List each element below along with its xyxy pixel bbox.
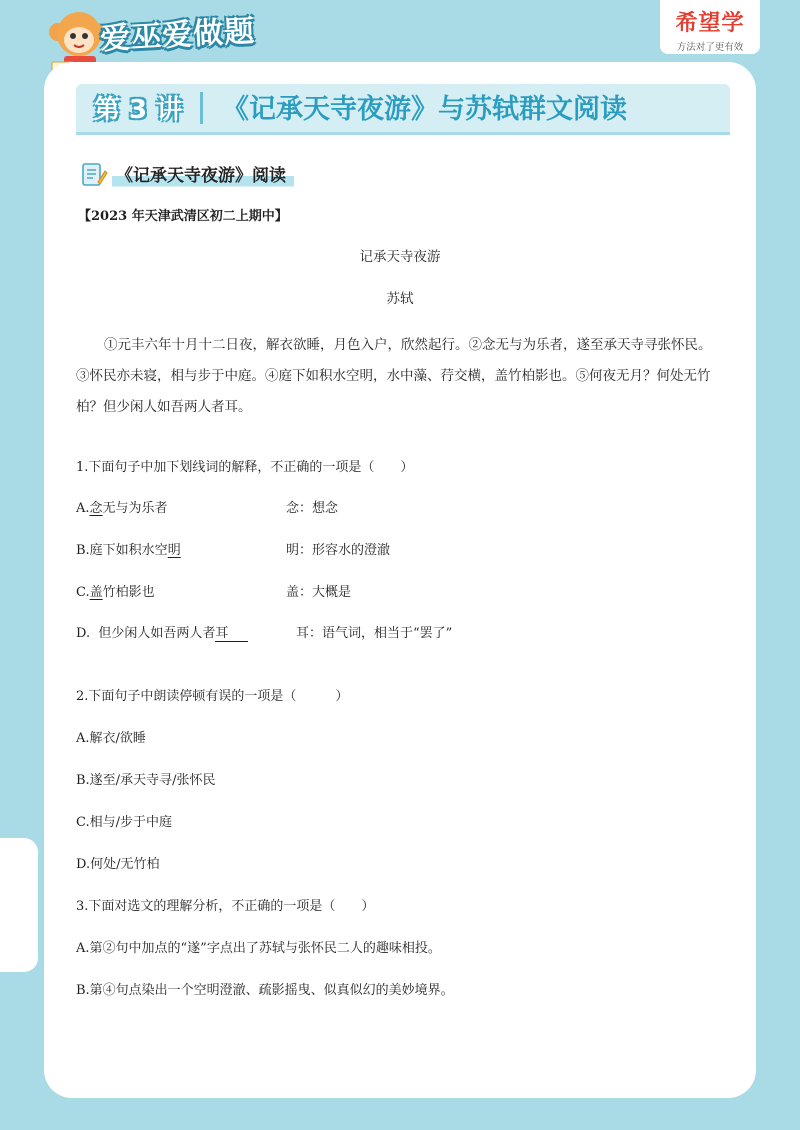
- option-prefix: A.: [76, 501, 90, 516]
- notebook-pencil-icon: [80, 160, 108, 188]
- q1-option-d[interactable]: [76, 622, 248, 642]
- underlined-word: 念: [89, 501, 103, 516]
- brand-logo: [660, 0, 760, 54]
- underlined-word: 盖: [89, 585, 103, 600]
- option-prefix: B.庭下如积水空: [76, 543, 168, 558]
- text-author: 苏轼: [386, 291, 414, 307]
- q1-option-c-gloss: 盖：大概是: [286, 585, 352, 600]
- q1-option-d-gloss: 耳：语气词，相当于“罢了”: [296, 626, 453, 641]
- lesson-divider: [200, 92, 203, 124]
- q1-option-a[interactable]: [76, 497, 168, 516]
- underlined-word: 耳: [215, 626, 248, 642]
- q3-option-b[interactable]: B.第④句点染出一个空明澄澈、疏影摇曳、似真似幻的美妙境界。: [76, 983, 454, 998]
- brand-title: 爱巫爱做题: [99, 13, 256, 58]
- q1-option-b-gloss: 明：形容水的澄澈: [286, 543, 391, 558]
- logo-slogan: 方法对了更有效: [676, 42, 744, 53]
- question-1-stem: 1.下面句子中加下划线词的解释，不正确的一项是（ ）: [76, 460, 414, 475]
- option-suffix: 无与为乐者: [102, 501, 168, 516]
- option-prefix: C.: [76, 585, 90, 600]
- q3-option-a[interactable]: A.第②句中加点的“遂”字点出了苏轼与张怀民二人的趣味相投。: [76, 941, 441, 956]
- logo-main-text: 希望学: [675, 11, 745, 36]
- q1-option-b[interactable]: [76, 539, 181, 558]
- q1-option-c[interactable]: [76, 581, 155, 600]
- underlined-word: 明: [167, 543, 181, 558]
- option-prefix: D. 但少闲人如吾两人者: [76, 626, 216, 641]
- option-suffix: 竹柏影也: [102, 585, 155, 600]
- q2-option-c[interactable]: C.相与/步于中庭: [76, 815, 172, 830]
- question-3-stem: 3.下面对选文的理解分析，不正确的一项是（ ）: [76, 899, 375, 914]
- section-title: 《记承天寺夜游》阅读: [112, 161, 294, 188]
- lesson-title: 《记承天寺夜游》与苏轼群文阅读: [222, 94, 627, 125]
- q2-option-d[interactable]: D.何处/无竹柏: [76, 857, 160, 872]
- text-title: 记承天寺夜游: [359, 249, 441, 265]
- q1-option-a-gloss: 念：想念: [286, 501, 339, 516]
- side-tab: [0, 838, 38, 972]
- question-2-stem: 2.下面句子中朗读停顿有误的一项是（ ）: [76, 689, 349, 704]
- passage: ①元丰六年十月十二日夜，解衣欲睡，月色入户，欣然起行。②念无与为乐者，遂至承天寺寻张怀民。③怀民亦未寝，相与步于中庭。④庭下如积水空明，水中藻、荇交横，盖竹柏影也。⑤何夜无月？何处无竹柏？但少闲人如吾两人者耳。: [76, 337, 712, 415]
- exam-source: 【2023 年天津武清区初二上期中】: [78, 209, 288, 224]
- q2-option-a[interactable]: A.解衣/欲睡: [76, 731, 146, 746]
- q2-option-b[interactable]: B.遂至/承天寺寻/张怀民: [76, 773, 216, 788]
- lesson-badge: 第 3 讲: [94, 95, 183, 125]
